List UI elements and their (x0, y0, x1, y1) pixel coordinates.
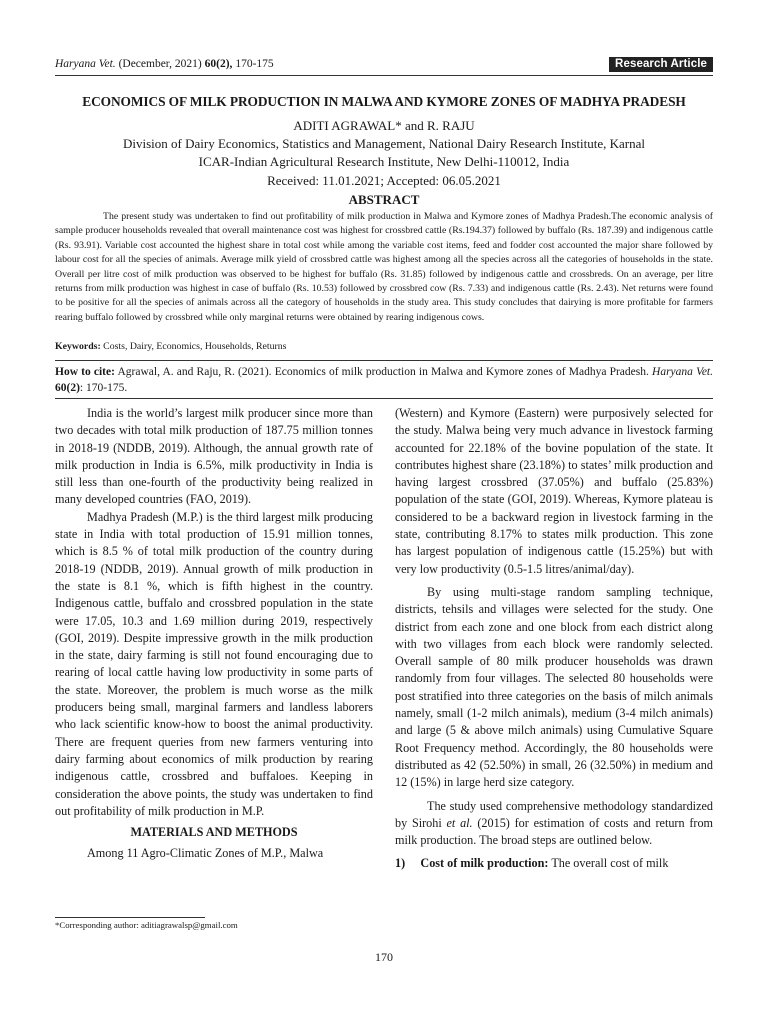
footnote-rule (55, 917, 205, 918)
journal-name: Haryana Vet. (55, 58, 116, 70)
keywords-list: Costs, Dairy, Economics, Households, Returns (103, 341, 287, 352)
cite-pages: : 170-175. (79, 382, 128, 394)
cite-volume: 60(2) (55, 382, 80, 394)
keywords (55, 341, 713, 352)
volume: 60(2), (204, 58, 233, 70)
keywords-label: Keywords: (55, 341, 101, 352)
methodology-paragraph (395, 798, 713, 850)
cite-text: Agrawal, A. and Raju, R. (2021). Economics of milk production in Malwa and Kymore zones of Madhya Pradesh. (117, 366, 649, 378)
step-1 (395, 855, 713, 872)
page-range: 170-175 (235, 58, 274, 70)
methods-paragraph-1-cont: (Western) and Kymore (Eastern) were purposively selected for the study. Malwa being very much advance in livestock farming accounted for 22.18% of the bovine population of the state. It contributes highest share (23.18%) to states’ milk production and having largest crossbred (37.05%) and buffalo (25.83%) population of the state (GOI, 2019). Whereas, Kymore plateau is considered to be a backward region in livestock farming in the state, contributing 8.17% to states milk production. This zone has largest population of indigenous cattle (15.25%) but with very low productivity (0.5-1.5 litres/animal/day). (395, 406, 713, 576)
cite-label: How to cite: (55, 366, 115, 378)
paper-title: ECONOMICS OF MILK PRODUCTION IN MALWA AND KYMORE ZONES OF MADHYA PRADESH (82, 94, 686, 109)
header-rule (55, 75, 713, 76)
article-type-badge: Research Article (609, 57, 713, 72)
methods-paragraph-1: Among 11 Agro-Climatic Zones of M.P., Malwa (87, 846, 324, 861)
step-label: Cost of milk production: (420, 856, 549, 871)
citation-bottom-rule (55, 398, 713, 399)
affiliation-2: ICAR-Indian Agricultural Research Institute, New Delhi-110012, India (198, 154, 570, 169)
citation-top-rule (55, 360, 713, 361)
sampling-paragraph: By using multi-stage random sampling technique, districts, tehsils and villages were selected for the study. One district from each zone and one block from each district along with two villages from each block were randomly selected. Overall sample of 80 milk producer households was drawn randomly from four villages. The selected 80 households were post stratified into three categories on the basis of milch animals namely, small (1-2 milch animals), medium (3-4 milch animals) and large (5 & above milch animals) using Cumulative Square Root Frequency method. Accordingly, the 80 households were distributed as 42 (52.50%) in small, 26 (32.50%) in medium and 12 (15%) in large herd size category. (395, 584, 713, 790)
intro-paragraph-1: India is the world’s largest milk producer since more than two decades with total milk production of 187.75 million tonnes in 2018-19 (NDDB, 2019). Although, the annual growth rate of milk production in India is 6.5%, milk productivity in India is still less than one-fourth of the productivity being realized in many developed countries (FAO, 2019). (55, 406, 373, 507)
intro-paragraph-2: Madhya Pradesh (M.P.) is the third largest milk producing state in India with total production of 15.91 million tonnes, which is 8.5 % of total milk production of the country during 2018-19 (NDDB, 2019). Annual growth of milk production in the state is 8.1 %, which is fifth highest in the country. Indigenous cattle, buffalo and crossbred population in the state were 17.05, 10.3 and 1.69 million during 2019, respectively (GOI, 2019). Despite impressive growth in the milk production in the state, dairy farming is still not found encouraging due to rearing of local cattle having low productivity in some parts of the state. Moreover, the problem is much worse as the milk producers being small, marginal farmers and landless laborers who lack scientific know-how to boost the animal productivity. There are frequent queries from new farmers venturing into dairy farming about economics of milk production by rearing indigenous cattle, crossbred and buffaloes. Keeping in consideration the above points, the study was undertaken to find out profitability of milk production in M.P. (55, 509, 373, 818)
methods-heading: MATERIALS AND METHODS (130, 825, 298, 840)
page-number: 170 (375, 950, 393, 964)
methodology-text-a: The study used comprehensive methodology standardized by Sirohi (395, 798, 713, 830)
issue-info: (December, 2021) (118, 58, 202, 70)
step-text: The overall cost of milk (551, 856, 669, 871)
et-al: et al. (446, 815, 473, 830)
affiliation-1: Division of Dairy Economics, Statistics and Management, National Dairy Research Institute, Karnal (122, 136, 646, 151)
abstract-text: The present study was undertaken to find out profitability of milk production in Malwa and Kymore zones of Madhya Pradesh.The economic analysis of sample producer households revealed that overall maintenance cost was highest for crossbred cattle (Rs.194.37) followed by buffalo (Rs. 187.39) and indigenous cattle (Rs. 93.91). Variable cost accounted the highest share in total cost while among the variable cost items, feed and fodder cost accounted the major share followed by labour cost for all the species of animals. Average milk yield of crossbred cattle was highest among all the species across all the categories of households in the state. Overall per litre cost of milk production was observed to be highest for buffalo (Rs. 31.85) followed by indigenous cattle and crossbreds. On an average, per litre returns from milk production was highest in case of buffalo (Rs. 10.53) followed by crossbred cow (Rs. 7.33) and indigenous cattle (Rs. 2.43). Net returns were found to be positive for all the species of animals across all the category of households in the study area. This study concludes that dairying is more profitable for farmers rearing buffalo followed by crossbred while only marginal returns were obtained by rearing indigenous cows. (55, 211, 713, 323)
left-column (55, 405, 373, 863)
right-column (395, 405, 713, 873)
authors: ADITI AGRAWAL* and R. RAJU (293, 118, 475, 133)
abstract-heading: ABSTRACT (348, 192, 420, 207)
cite-journal: Haryana Vet. (652, 366, 713, 378)
author-block (55, 117, 713, 171)
how-to-cite (55, 364, 713, 396)
received-dates: Received: 11.01.2021; Accepted: 06.05.2021 (267, 173, 501, 188)
corresponding-author-footnote: *Corresponding author: aditiagrawalsp@gmail.com (55, 920, 238, 930)
step-number: 1) (395, 856, 406, 871)
methodology-text-b: (2015) for estimation of costs and return from milk production. The broad steps are outlined below. (395, 815, 714, 848)
